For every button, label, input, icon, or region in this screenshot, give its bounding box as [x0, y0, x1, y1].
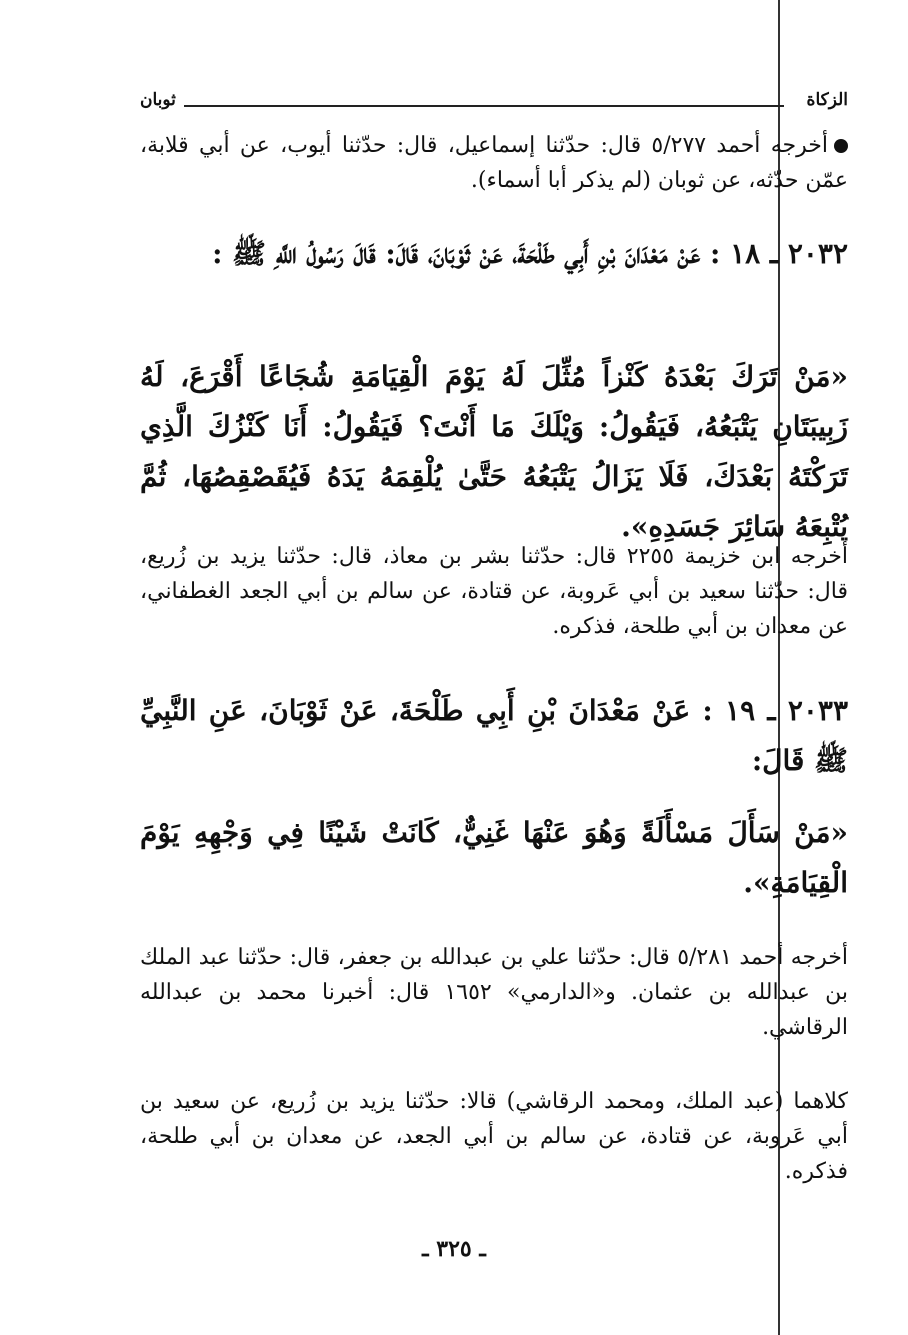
hadith-2032-heading: ٢٠٣٢ ـ ١٨ : عَنْ مَعْدَانَ بْنِ أَبِي طَلْحَةَ، عَنْ ثَوْبَانَ، قَالَ: قَالَ رَسُولُ اللَّهِ ﷺ :	[212, 237, 848, 270]
source-note-3: أخرجه أحمد ٥/٢٨١ قال: حدّثنا علي بن عبدالله بن جعفر، قال: حدّثنا عبد الملك بن عبدالله بن عثمان. و«الدارمي» ١٦٥٢ قال: أخبرنا محمد بن عبدالله الرقاشي.	[140, 945, 849, 1040]
bullet-icon	[834, 139, 848, 153]
hadith-2032-text: «مَنْ تَرَكَ بَعْدَهُ كَنْزاً مُثِّلَ لَهُ يَوْمَ الْقِيَامَةِ شُجَاعًا أَقْرَعَ، لَهُ زَبِيبَتَانِ يَتْبَعُهُ، فَيَقُولُ: وَيْلَكَ مَا أَنْتَ؟ فَيَقُولُ: أَنَا كَنْزُكَ الَّذِي تَرَكْتَهُ بَعْدَكَ، فَلَا يَزَالُ يَتْبَعُهُ حَتَّىٰ يُلْقِمَهُ يَدَهُ فَيُقَصْقِصُهَا، ثُمَّ يُتْبِعَهُ سَائِرَ جَسَدِهِ».	[140, 360, 848, 543]
source-note-2: أخرجه ابن خزيمة ٢٢٥٥ قال: حدّثنا بشر بن معاذ، قال: حدّثنا يزيد بن زُريع، قال: حدّثنا سعيد بن أبي عَروبة، عن قتادة، عن سالم بن أبي الجعد الغطفاني، عن معدان بن أبي طلحة، فذكره.	[140, 544, 848, 639]
hadith-2033-heading: ٢٠٣٣ ـ ١٩ : عَنْ مَعْدَانَ بْنِ أَبِي طَلْحَةَ، عَنْ ثَوْبَانَ، عَنِ النَّبِيِّ ﷺ قَالَ:	[140, 694, 848, 777]
source-note-1-text: أخرجه أحمد ٥/٢٧٧ قال: حدّثنا إسماعيل، قال: حدّثنا أيوب، عن أبي قلابة، عمّن حدّثه، عن ثوبان (لم يذكر أبا أسماء).	[140, 133, 848, 193]
section-title: ثوبان	[140, 90, 176, 110]
source-note-4: كلاهما (عبد الملك، ومحمد الرقاشي) قالا: حدّثنا يزيد بن زُريع، عن سعيد بن أبي عَروبة، عن قتادة، عن سالم بن أبي الجعد، عن معدان بن أبي طلحة، فذكره.	[140, 1089, 848, 1184]
header-rule	[184, 105, 784, 107]
running-header	[140, 86, 848, 116]
page-number: ـ ٣٢٥ ـ	[422, 1236, 486, 1262]
source-note-1	[140, 128, 848, 198]
chapter-title: الزكاة	[806, 90, 848, 110]
hadith-2033-text: «مَنْ سَأَلَ مَسْأَلَةً وَهُوَ عَنْهَا غَنِيٌّ، كَانَتْ شَيْنًا فِي وَجْهِهِ يَوْمَ الْقِيَامَةِ».	[140, 816, 848, 899]
